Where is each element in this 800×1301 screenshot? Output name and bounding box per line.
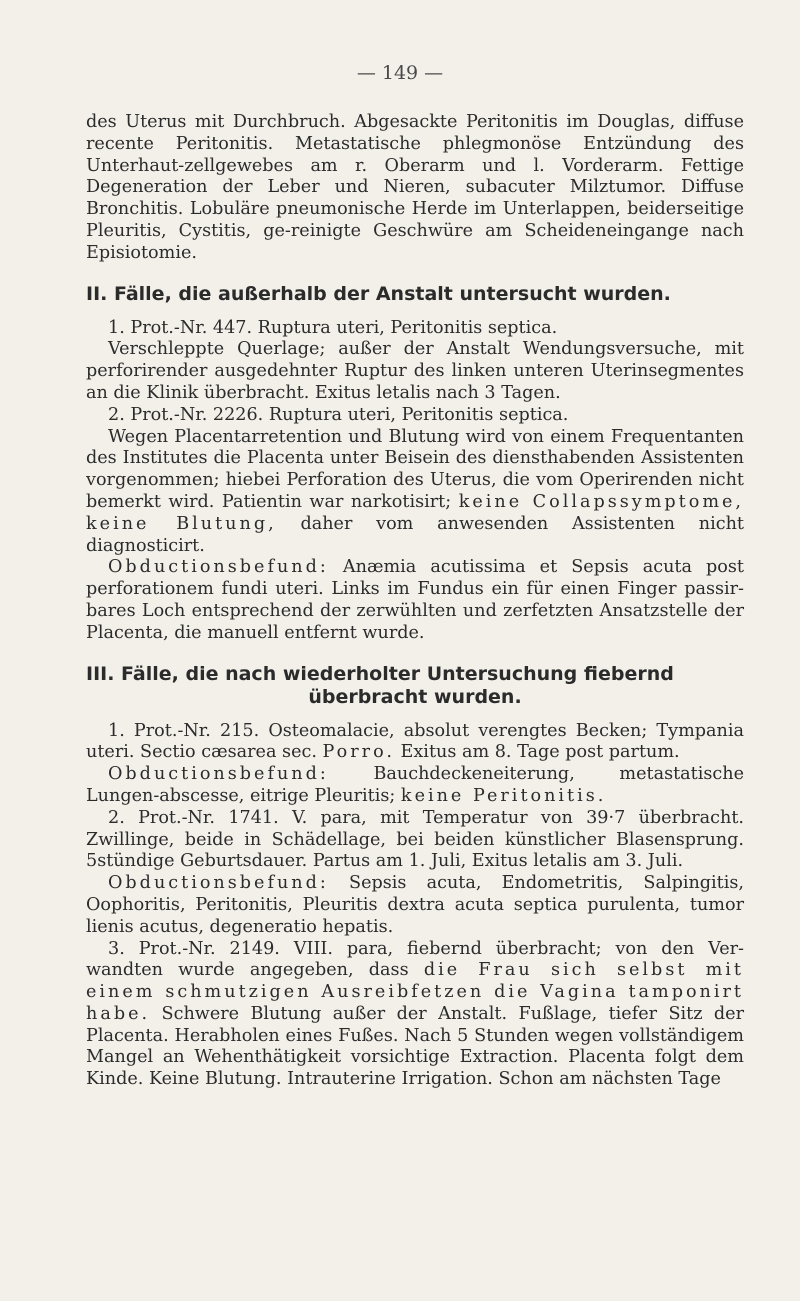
page-content <box>86 112 744 1091</box>
s3-case-1-text-b: Exitus am 8. Tage post partum. <box>400 742 680 763</box>
s3-case-3-spaced: die Frau sich selbst mit einem schmutzigen Ausreibfetzen die Vagina tamponirt habe. <box>86 960 744 1024</box>
s2-case-1-title: 1. Prot.-Nr. 447. Ruptura uteri, Peritonitis septica. <box>108 317 558 338</box>
section-3-heading <box>86 663 744 709</box>
section-2-heading: II. Fälle, die außerhalb der Anstalt untersucht wurden. <box>86 282 671 305</box>
section-3-heading-line2: überbracht wurden. <box>308 685 522 708</box>
s3-case-2-obduction <box>86 873 744 938</box>
s3-case-1-text <box>86 721 744 765</box>
s2-case-1-text: Verschleppte Querlage; außer der Anstalt Wendungsversuche, mit perforirender ausgedehnter Ruptur des linken unteren Uterinsegmentes an die Klinik überbracht. Exitus letalis nach 3 Tagen. <box>86 339 744 403</box>
s3-case-1-spaced-end: keine Peritonitis. <box>400 785 607 806</box>
section-3-heading-line1: III. Fälle, die nach wiederholter Untersuchung fiebernd <box>86 662 674 685</box>
s2-case-2-obduction <box>86 557 744 644</box>
s3-case-1-obduction <box>86 764 744 808</box>
s3-case-2-obd-label: Obductionsbefund: <box>108 873 329 894</box>
s3-case-1-text-a: 1. Prot.-Nr. 215. Osteomalacie, absolut verengtes Becken; Tympania uteri. Sectio cæsarea sec. <box>86 720 744 763</box>
s3-case-3-text <box>86 939 744 1092</box>
s2-case-2-spaced: keine Collapssymptome, keine Blutung, <box>86 491 745 534</box>
s2-case-2-text-b: daher vom anwesenden Assistenten nicht diagnosticirt. <box>86 513 744 556</box>
intro-paragraph: des Uterus mit Durchbruch. Abgesackte Peritonitis im Douglas, diffuse recente Peritonitis. Metastatische phlegmonöse Entzündung des Unterhaut-zellgewebes am r. Oberarm und l. Vorderarm. Fettige Degeneration der Leber und Nieren, subacuter Milztumor. Diffuse Bronchitis. Lobuläre pneumonische Herde im Unterlappen, beiderseitige Pleuritis, Cystitis, ge-reinigte Geschwüre am Scheideneingange nach Episiotomie. <box>86 112 744 263</box>
s2-case-2-obd-text: Anæmia acutissima et Sepsis acuta post perforationem fundi uteri. Links im Fundus ein für einen Finger passir-bares Loch entsprechend der zerwühlten und zerfetzten Ansatzstelle der Placenta, die manuell entfernt wurde. <box>86 557 745 643</box>
s2-case-2-obd-label: Obductionsbefund: <box>108 557 329 578</box>
s2-case-2-text <box>86 427 744 558</box>
s3-case-1-obd-text: Bauchdeckeneiterung, metastatische Lungen-abscesse, eitrige Pleuritis; <box>86 764 744 806</box>
page-number: — 149 — <box>356 62 444 84</box>
s3-case-3-text-b: Schwere Blutung außer der Anstalt. Fußlage, tiefer Sitz der Placenta. Herabholen eines Fußes. Nach 5 Stunden wegen vollständigem Mangel an Wehenthätigkeit vorsichtige Extraction. Placenta folgt dem Kinde. Keine Blutung. Intrauterine Irrigation. Schon am nächsten Tage <box>86 1003 744 1090</box>
s2-case-2-title: 2. Prot.-Nr. 2226. Ruptura uteri, Peritonitis septica. <box>108 404 569 425</box>
s3-case-2-obd-text: Sepsis acuta, Endometritis, Salpingitis, Oophoritis, Peritonitis, Pleuritis dextra acuta septica purulenta, tumor lienis acutus, degeneratio hepatis. <box>86 873 744 937</box>
s3-case-2-text: 2. Prot.-Nr. 1741. V. para, mit Temperatur von 39·7 überbracht. Zwillinge, beide in Schädellage, bei beiden künstlicher Blasensprung. 5stündige Geburtsdauer. Partus am 1. Juli, Exitus letalis am 3. Juli. <box>86 807 744 872</box>
s2-case-2-text-a: Wegen Placentarretention und Blutung wird von einem Frequentanten des Institutes die Placenta unter Beisein des diensthabenden Assistenten vorgenommen; hiebei Perforation des Uterus, die vom Operirenden nicht bemerkt wird. Patientin war narkotisirt; <box>86 426 744 512</box>
s3-case-1-obd-label: Obductionsbefund: <box>108 764 329 785</box>
s3-case-1-porro: Porro. <box>322 742 395 763</box>
s3-case-3-text-a: 3. Prot.-Nr. 2149. VIII. para, fiebernd überbracht; von den Ver-wandten wurde angegeben, dass <box>86 938 744 981</box>
